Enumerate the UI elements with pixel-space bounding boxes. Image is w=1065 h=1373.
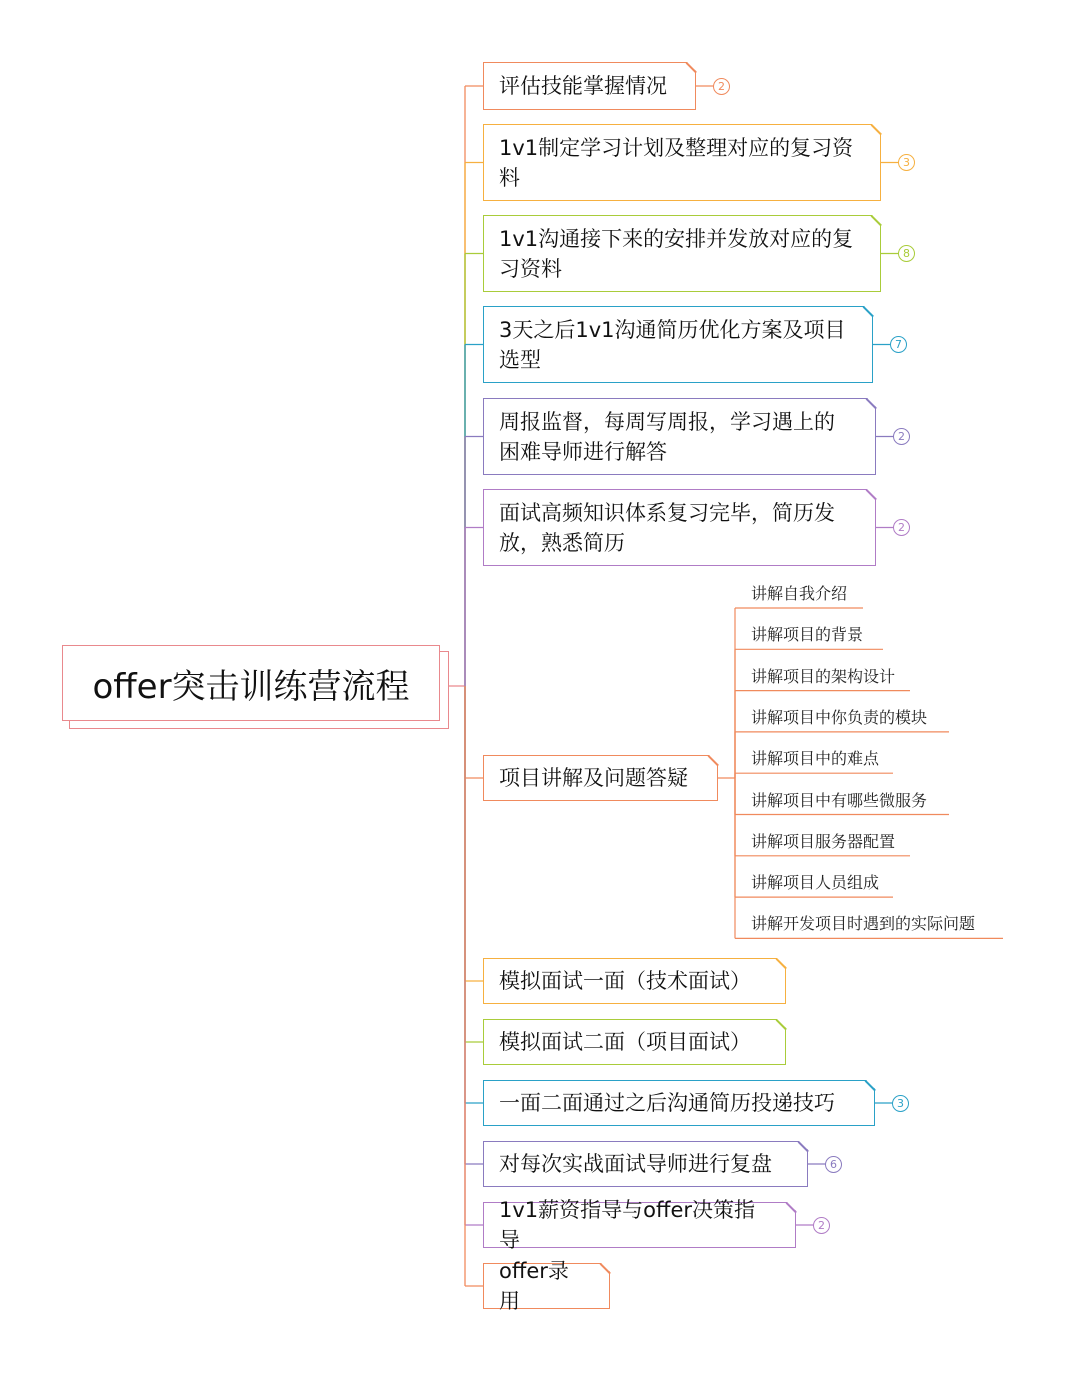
topic-label: offer录用 <box>499 1259 569 1313</box>
collapsed-count-badge[interactable]: 3 <box>898 154 915 171</box>
topic-label: 1v1薪资指导与offer决策指导 <box>499 1198 756 1252</box>
root-title: offer突击训练营流程 <box>92 666 410 707</box>
topic-node[interactable] <box>483 755 718 801</box>
corner-fold-icon <box>709 755 719 765</box>
collapsed-count-badge[interactable]: 8 <box>898 245 915 262</box>
topic-label: 评估技能掌握情况 <box>499 74 667 98</box>
corner-fold-icon <box>864 306 874 316</box>
collapsed-count-badge[interactable]: 3 <box>892 1095 909 1112</box>
topic-node[interactable] <box>483 1259 610 1313</box>
topic-node[interactable] <box>483 1019 786 1065</box>
topic-label: 面试高频知识体系复习完毕，简历发放，熟悉简历 <box>499 500 835 555</box>
corner-fold-icon <box>799 1141 809 1151</box>
subtopic-item[interactable]: 讲解开发项目时遇到的实际问题 <box>751 914 976 934</box>
collapsed-count-badge[interactable]: 6 <box>825 1156 842 1173</box>
corner-fold-icon <box>872 215 882 225</box>
root-node[interactable] <box>62 645 440 721</box>
corner-fold-icon <box>867 489 877 499</box>
corner-fold-icon <box>866 1080 876 1090</box>
topic-node[interactable] <box>483 62 696 110</box>
topic-node[interactable] <box>483 124 881 201</box>
topic-label: 一面二面通过之后沟通简历投递技巧 <box>499 1091 835 1115</box>
subtopic-item[interactable]: 讲解项目服务器配置 <box>751 831 896 851</box>
topic-label: 模拟面试二面（项目面试） <box>499 1030 751 1054</box>
collapsed-count-badge[interactable]: 2 <box>713 78 730 95</box>
corner-fold-icon <box>872 124 882 134</box>
topic-label: 模拟面试一面（技术面试） <box>499 969 751 993</box>
subtopic-item[interactable]: 讲解项目的架构设计 <box>751 666 896 686</box>
corner-fold-icon <box>687 62 697 72</box>
topic-label: 1v1沟通接下来的安排并发放对应的复习资料 <box>499 226 854 281</box>
topic-node[interactable] <box>483 215 881 292</box>
corner-fold-icon <box>777 1019 787 1029</box>
subtopic-item[interactable]: 讲解项目人员组成 <box>751 873 880 893</box>
corner-fold-icon <box>601 1263 611 1273</box>
subtopic-item[interactable]: 讲解项目中的难点 <box>751 749 880 769</box>
subtopic-item[interactable]: 讲解项目中有哪些微服务 <box>751 790 928 810</box>
collapsed-count-badge[interactable]: 2 <box>893 519 910 536</box>
collapsed-count-badge[interactable]: 2 <box>893 428 910 445</box>
topic-node[interactable] <box>483 1141 808 1187</box>
topic-label: 1v1制定学习计划及整理对应的复习资料 <box>499 135 854 190</box>
topic-label: 3天之后1v1沟通简历优化方案及项目选型 <box>499 317 846 372</box>
topic-node[interactable] <box>483 398 876 475</box>
topic-node[interactable] <box>483 1080 875 1126</box>
topic-node[interactable] <box>483 1198 796 1252</box>
collapsed-count-badge[interactable]: 2 <box>813 1217 830 1234</box>
topic-label: 对每次实战面试导师进行复盘 <box>499 1152 772 1176</box>
topic-label: 周报监督，每周写周报，学习遇上的困难导师进行解答 <box>499 409 835 464</box>
collapsed-count-badge[interactable]: 7 <box>890 336 907 353</box>
subtopic-item[interactable]: 讲解项目的背景 <box>751 625 864 645</box>
corner-fold-icon <box>787 1202 797 1212</box>
topic-label: 项目讲解及问题答疑 <box>499 766 688 790</box>
topic-node[interactable] <box>483 489 876 566</box>
subtopic-item[interactable]: 讲解自我介绍 <box>751 584 848 603</box>
topic-node[interactable] <box>483 306 873 383</box>
subtopic-item[interactable]: 讲解项目中你负责的模块 <box>751 707 928 727</box>
corner-fold-icon <box>777 958 787 968</box>
topic-node[interactable] <box>483 958 786 1004</box>
corner-fold-icon <box>867 398 877 408</box>
